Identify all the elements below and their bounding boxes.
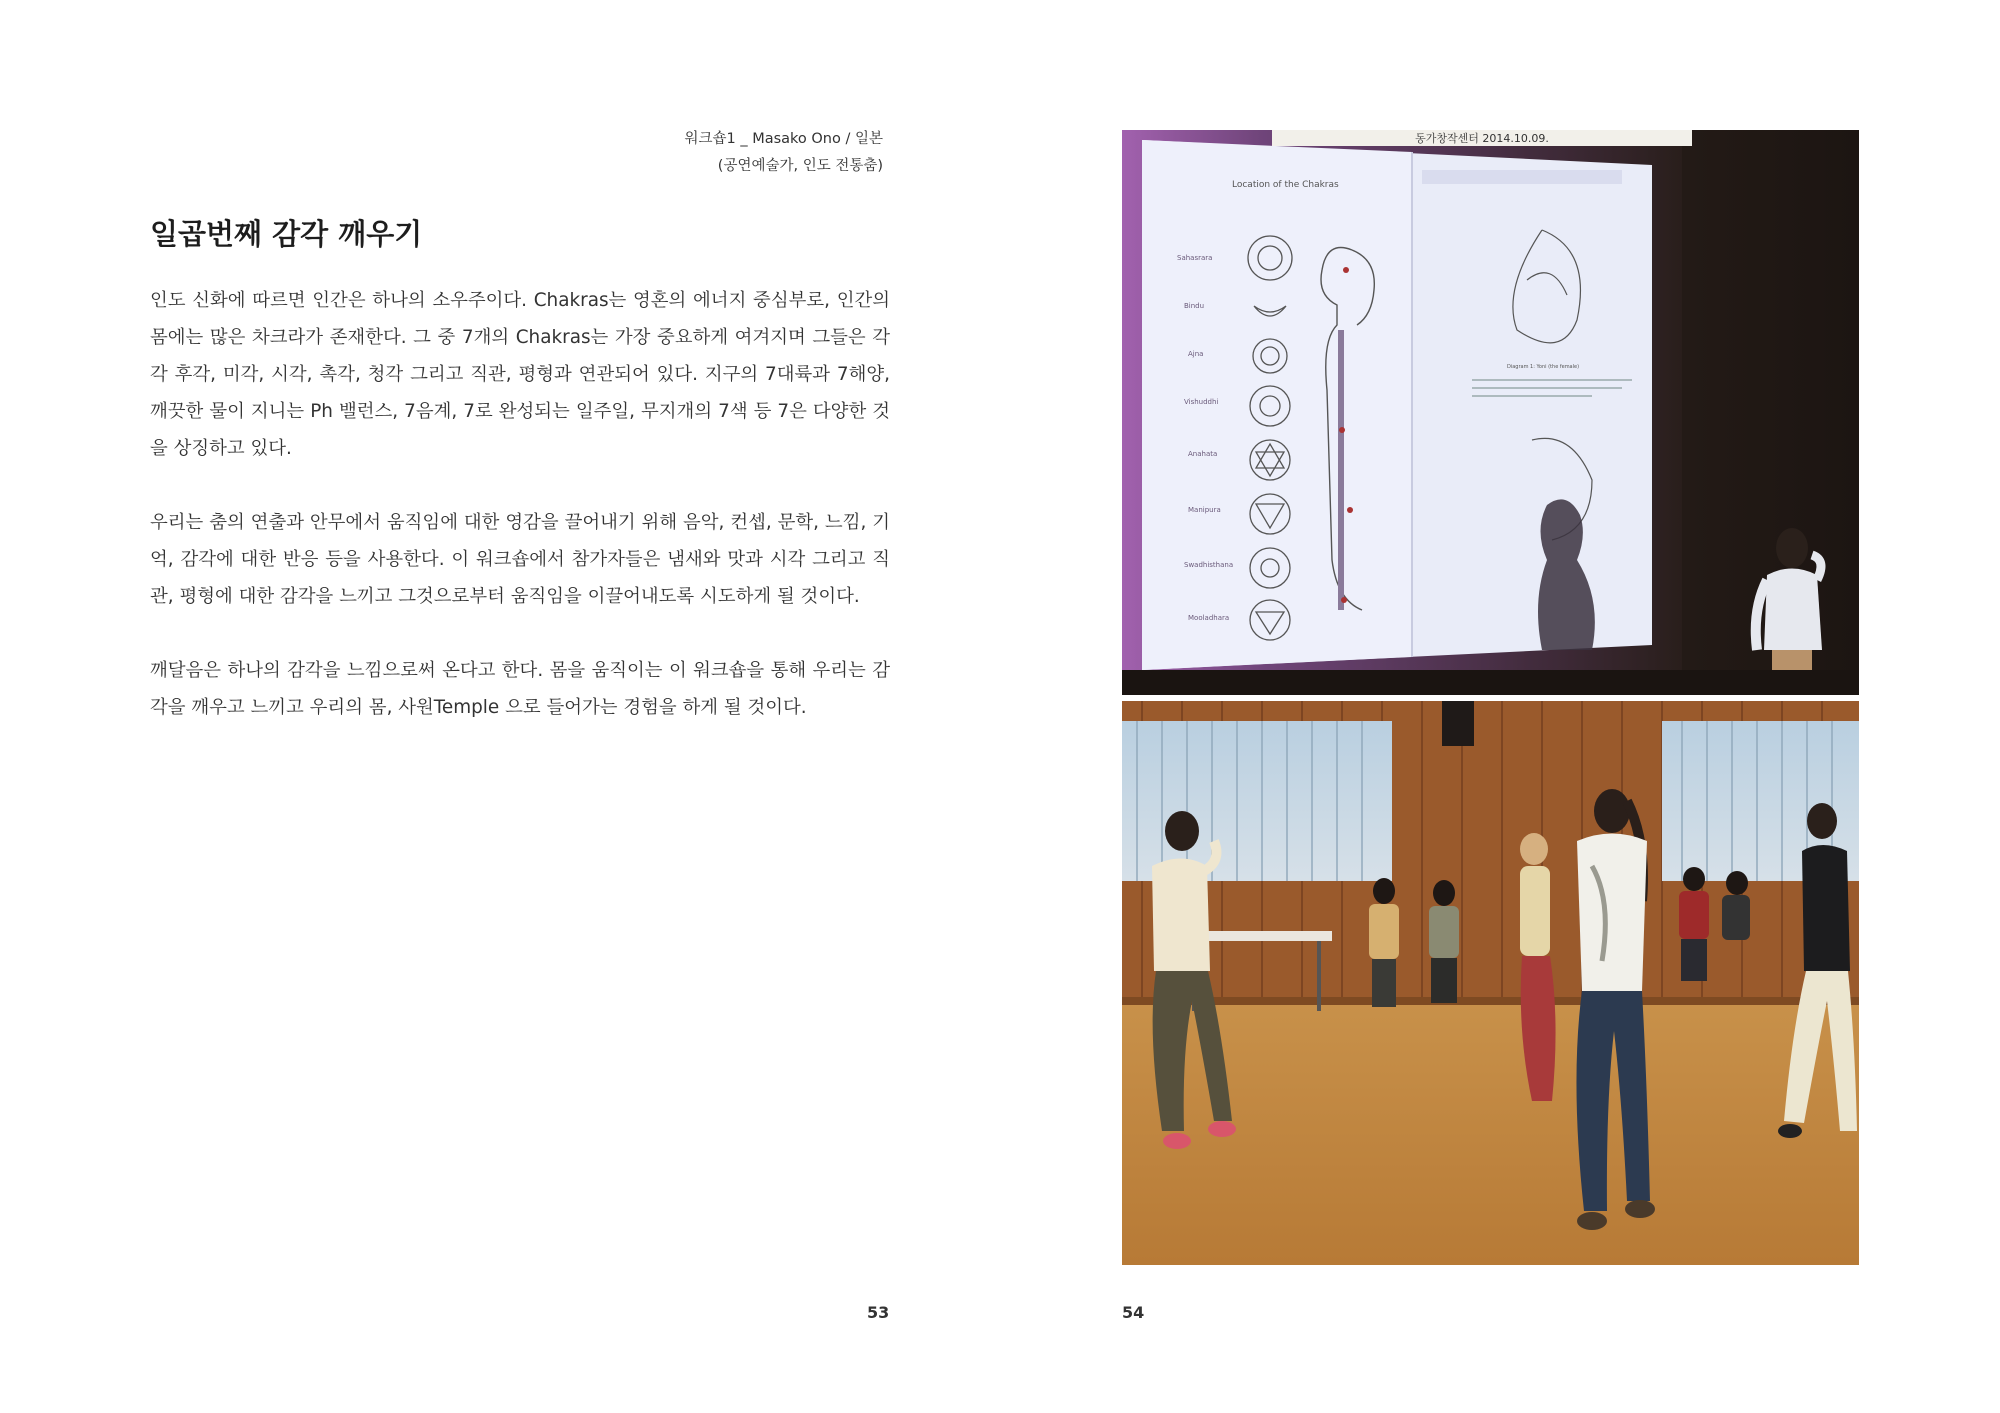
page-number-right: 54 — [1122, 1303, 1145, 1322]
chakra-label-1: Sahasrara — [1177, 254, 1213, 262]
photo-chakra-presentation — [1122, 130, 1859, 695]
paragraph-1: 인도 신화에 따르면 인간은 하나의 소우주이다. Chakras는 영혼의 에너지 중심부로, 인간의 몸에는 많은 차크라가 존재한다. 그 중 7개의 Chakras는 가장 중요하게 여겨지며 그들은 각각 후각, 미각, 시각, 촉각, 청각 그리고 직관, 평형과 연관되어 있다. 지구의 7대륙과 7해양, 깨끗한 물이 지니는 Ph 밸런스, 7음계, 7로 완성되는 일주일, 무지개의 7색 등 7은 다양한 것을 상징하고 있다. — [150, 290, 890, 459]
credit-line-1: 워크숍1 _ Masako Ono / 일본 — [684, 131, 883, 147]
chakra-label-2: Bindu — [1184, 302, 1205, 310]
credit-line-2: (공연예술가, 인도 전통춤) — [717, 158, 883, 174]
chakra-label-3: Ajna — [1188, 350, 1204, 358]
chakra-label-5: Anahata — [1188, 450, 1218, 458]
workshop-credit — [684, 126, 883, 180]
chakra-label-4: Vishuddhi — [1184, 398, 1219, 406]
right-page — [1000, 0, 2000, 1413]
paragraph-2: 우리는 춤의 연출과 안무에서 움직임에 대한 영감을 끌어내기 위해 음악, 컨셉, 문학, 느낌, 기억, 감각에 대한 반응 등을 사용한다. 이 워크숍에서 참가자들은 냄새와 맛과 시각 그리고 직관, 평형에 대한 감각을 느끼고 그것으로부터 움직임을 이끌어내도록 시도하게 될 것이다. — [150, 512, 890, 607]
slide-heading: Location of the Chakras — [1232, 180, 1339, 190]
page-title: 일곱번째 감각 깨우기 — [150, 217, 423, 251]
figure-caption: Diagram 1: Yoni (the female) — [1507, 364, 1580, 370]
chakra-label-8: Mooladhara — [1188, 614, 1230, 622]
photo-dance-workshop — [1122, 701, 1859, 1265]
paragraph-3: 깨달음은 하나의 감각을 느낌으로써 온다고 한다. 몸을 움직이는 이 워크숍을 통해 우리는 감각을 깨우고 느끼고 우리의 몸, 사원Temple 으로 들어가는 경험을 하게 될 것이다. — [150, 660, 890, 718]
body-text — [150, 282, 890, 763]
page-number-left: 53 — [867, 1303, 890, 1322]
banner-text: 동가창작센터 2014.10.09. — [1415, 132, 1549, 145]
chakra-label-6: Manipura — [1188, 506, 1221, 514]
chakra-label-7: Swadhisthana — [1184, 561, 1234, 569]
